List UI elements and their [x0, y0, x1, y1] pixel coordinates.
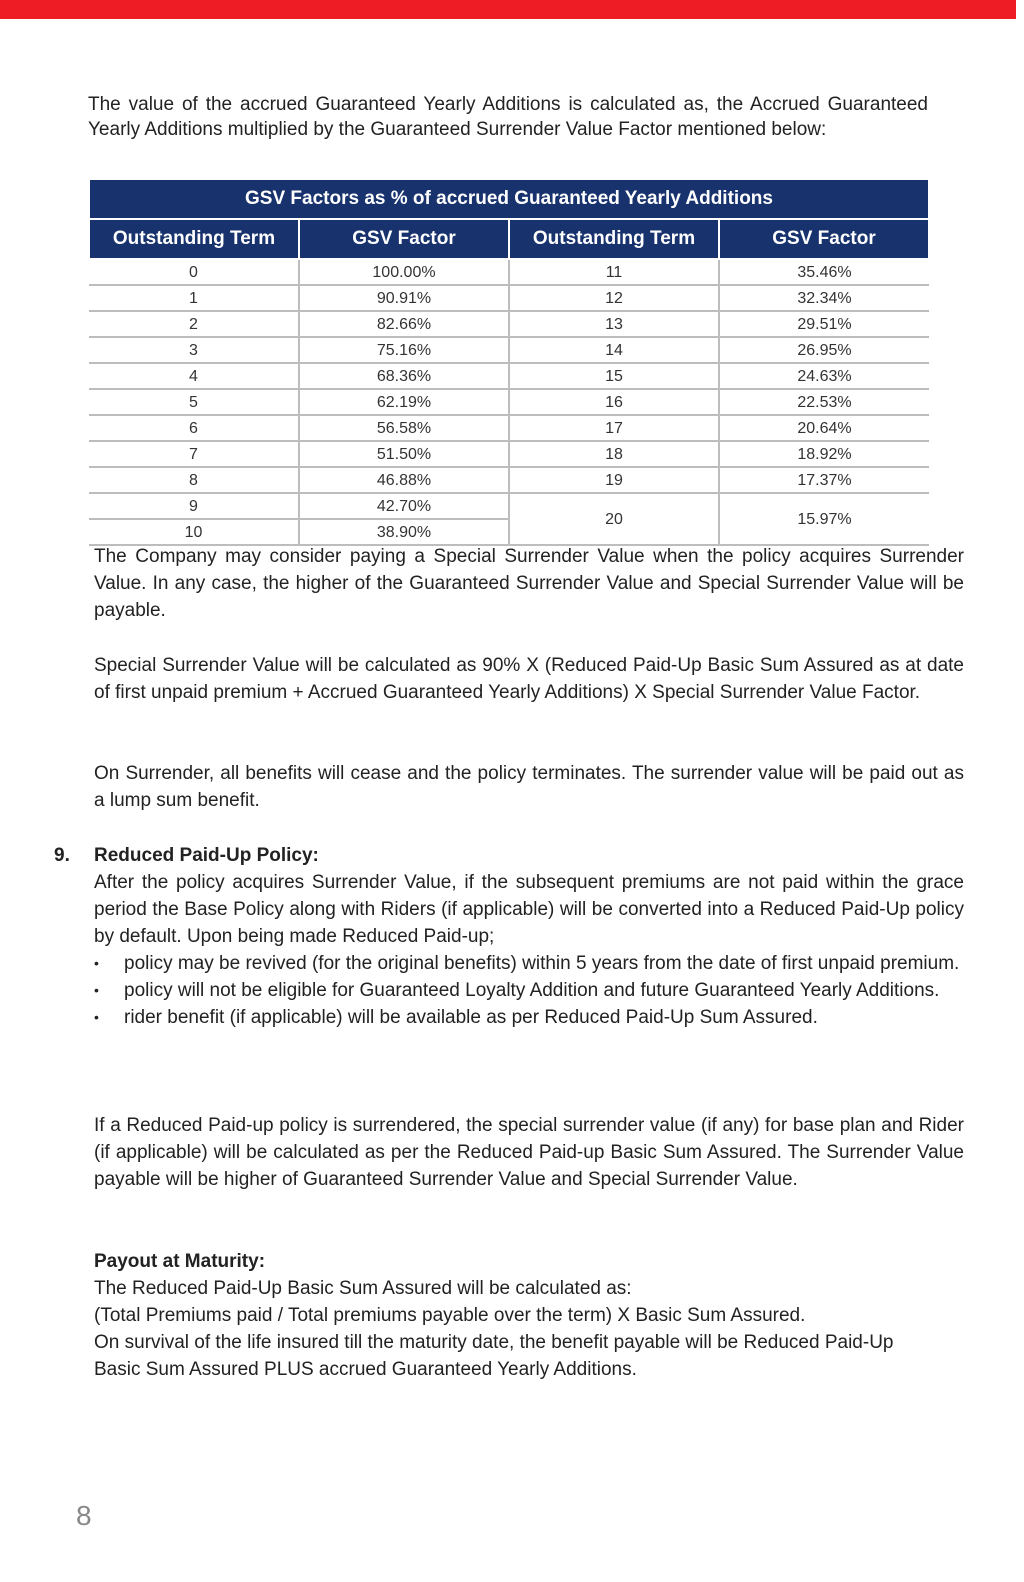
special-surrender-paragraph-3: On Surrender, all benefits will cease and the policy terminates. The surrender value will be paid out as a lump sum benefit. — [94, 763, 964, 811]
table-row — [89, 441, 929, 467]
table-cell: 22.53% — [719, 389, 929, 415]
payout-line: The Reduced Paid-Up Basic Sum Assured will be calculated as: — [94, 1278, 632, 1299]
table-row — [89, 311, 929, 337]
table-cell: 32.34% — [719, 285, 929, 311]
table-cell: 75.16% — [299, 337, 509, 363]
payout-line: Basic Sum Assured PLUS accrued Guaranteed Yearly Additions. — [94, 1359, 637, 1380]
table-cell: 26.95% — [719, 337, 929, 363]
table-cell: 3 — [89, 337, 299, 363]
table-cell: 16 — [509, 389, 719, 415]
table-cell: 17.37% — [719, 467, 929, 493]
table-cell: 100.00% — [299, 259, 509, 285]
bullet-icon: • — [94, 982, 99, 998]
special-surrender-paragraph-1: The Company may consider paying a Special Surrender Value when the policy acquires Surrender Value. In any case, the higher of the Guaranteed Surrender Value and Special Surrender Value will be payable. — [94, 546, 964, 621]
table-cell: 82.66% — [299, 311, 509, 337]
table-cell: 20 — [509, 493, 719, 545]
gsv-factors-table — [88, 178, 930, 546]
table-row — [89, 363, 929, 389]
table-cell: 42.70% — [299, 493, 509, 519]
table-row — [89, 285, 929, 311]
page-number: 8 — [76, 1500, 92, 1531]
table-cell: 5 — [89, 389, 299, 415]
list-item — [94, 977, 964, 1004]
table-cell: 38.90% — [299, 519, 509, 545]
table-cell: 6 — [89, 415, 299, 441]
section-number: 9. — [54, 845, 70, 866]
section-intro-paragraph: After the policy acquires Surrender Value, if the subsequent premiums are not paid within the grace period the Base Policy along with Riders (if applicable) will be converted into a Reduced Paid-Up policy by default. Upon being made Reduced Paid-up; — [94, 872, 964, 947]
table-cell: 62.19% — [299, 389, 509, 415]
list-item-text: rider benefit (if applicable) will be available as per Reduced Paid-Up Sum Assured. — [124, 1007, 818, 1028]
table-cell: 9 — [89, 493, 299, 519]
table-cell: 0 — [89, 259, 299, 285]
table-cell: 20.64% — [719, 415, 929, 441]
table-cell: 46.88% — [299, 467, 509, 493]
table-cell: 19 — [509, 467, 719, 493]
bullet-icon: • — [94, 1009, 99, 1025]
table-row — [89, 467, 929, 493]
table-cell: 56.58% — [299, 415, 509, 441]
payout-text — [94, 1275, 974, 1383]
table-cell: 2 — [89, 311, 299, 337]
table-cell: 12 — [509, 285, 719, 311]
bullet-icon: • — [94, 955, 99, 971]
table-cell: 18 — [509, 441, 719, 467]
list-item-text: policy will not be eligible for Guaranteed Loyalty Addition and future Guaranteed Yearly Additions. — [124, 980, 940, 1001]
table-cell: 17 — [509, 415, 719, 441]
table-row — [89, 337, 929, 363]
column-header: Outstanding Term — [89, 219, 299, 259]
payout-heading: Payout at Maturity: — [94, 1251, 266, 1272]
table-cell: 15 — [509, 363, 719, 389]
table-cell: 8 — [89, 467, 299, 493]
table-cell: 68.36% — [299, 363, 509, 389]
table-cell: 18.92% — [719, 441, 929, 467]
table-cell: 51.50% — [299, 441, 509, 467]
table-title: GSV Factors as % of accrued Guaranteed Yearly Additions — [89, 179, 929, 219]
table-cell: 90.91% — [299, 285, 509, 311]
table-cell: 4 — [89, 363, 299, 389]
table-cell: 10 — [89, 519, 299, 545]
column-header: GSV Factor — [719, 219, 929, 259]
table-cell: 14 — [509, 337, 719, 363]
bullet-list — [94, 950, 964, 1031]
list-item-text: policy may be revived (for the original benefits) within 5 years from the date of first unpaid premium. — [124, 953, 960, 974]
table-cell: 11 — [509, 259, 719, 285]
list-item — [94, 950, 964, 977]
table-cell: 35.46% — [719, 259, 929, 285]
table-row — [89, 389, 929, 415]
table-cell: 15.97% — [719, 493, 929, 545]
table-cell: 29.51% — [719, 311, 929, 337]
surrender-note-paragraph: If a Reduced Paid-up policy is surrendered, the special surrender value (if any) for base plan and Rider (if applicable) will be calculated as per the Reduced Paid-up Basic Sum Assured. The Surrender Value payable will be higher of Guaranteed Surrender Value and Special Surrender Value. — [94, 1115, 964, 1190]
table-row — [89, 493, 929, 519]
payout-line: On survival of the life insured till the maturity date, the benefit payable will be Reduced Paid-Up — [94, 1332, 894, 1353]
section-heading: Reduced Paid-Up Policy: — [94, 845, 319, 866]
table-row — [89, 415, 929, 441]
payout-line: (Total Premiums paid / Total premiums payable over the term) X Basic Sum Assured. — [94, 1305, 806, 1326]
top-accent-bar — [0, 0, 1016, 19]
table-cell: 13 — [509, 311, 719, 337]
column-header: Outstanding Term — [509, 219, 719, 259]
table-cell: 1 — [89, 285, 299, 311]
column-header: GSV Factor — [299, 219, 509, 259]
list-item — [94, 1004, 964, 1031]
table-cell: 24.63% — [719, 363, 929, 389]
table-row — [89, 259, 929, 285]
intro-paragraph: The value of the accrued Guaranteed Yearly Additions is calculated as, the Accrued Guaranteed Yearly Additions multiplied by the Guaranteed Surrender Value Factor mentioned below: — [88, 94, 928, 140]
special-surrender-paragraph-2: Special Surrender Value will be calculated as 90% X (Reduced Paid-Up Basic Sum Assured as at date of first unpaid premium + Accrued Guaranteed Yearly Additions) X Special Surrender Value Factor. — [94, 655, 964, 703]
table-cell: 7 — [89, 441, 299, 467]
